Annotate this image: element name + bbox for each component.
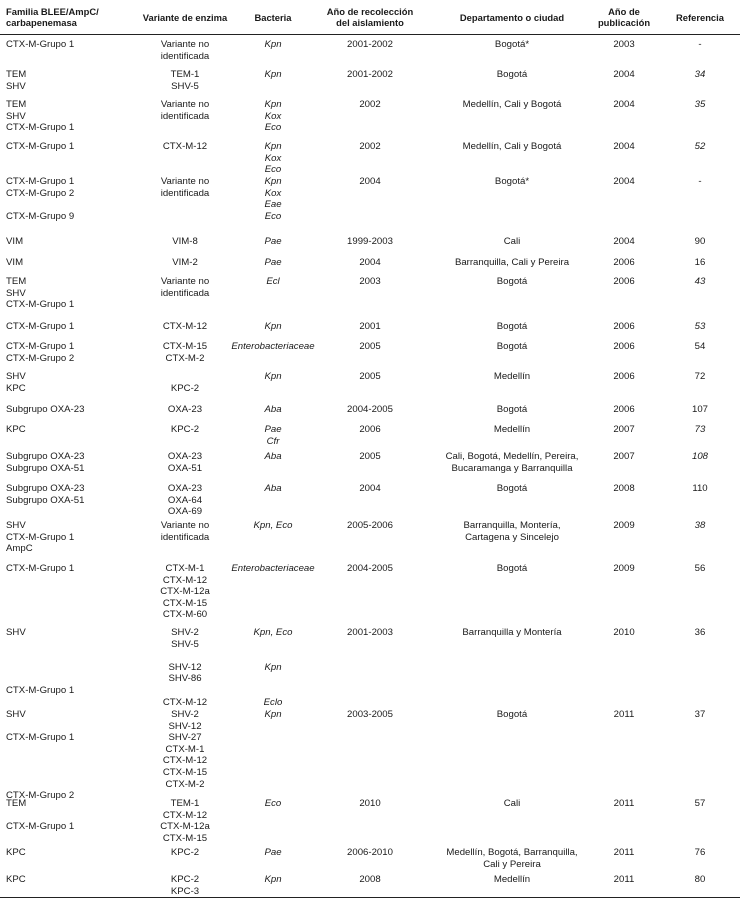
family-cell: TEM SHV CTX-M-Grupo 1 (6, 99, 75, 134)
variant-cell: Variante no identificada (160, 520, 210, 543)
family-cell: Subgrupo OXA-23 Subgrupo OXA-51 (6, 451, 85, 474)
reference-cell: 36 (694, 627, 706, 638)
reference-cell: 43 (694, 276, 706, 287)
family-cell: VIM (6, 236, 24, 247)
collection-year-cell: 2001-2002 (347, 69, 393, 80)
family-cell: KPC (6, 874, 26, 885)
city-cell: Medellín (493, 874, 531, 885)
variant-cell: Variante no identificada (160, 39, 210, 62)
header-variant: Variante de enzima (142, 11, 228, 23)
publication-year-cell: 2006 (613, 341, 635, 352)
collection-year-cell: 2001 (359, 321, 381, 332)
reference-cell: 35 (694, 99, 706, 110)
family-cell: CTX-M-Grupo 1 (6, 39, 75, 50)
publication-year-cell: 2011 (613, 847, 635, 858)
collection-year-cell: 2004 (359, 257, 381, 268)
publication-year-cell: 2007 (613, 451, 635, 462)
family-cell: VIM (6, 257, 24, 268)
reference-cell: 52 (694, 141, 706, 152)
city-cell: Medellín (493, 371, 531, 382)
publication-year-cell: 2011 (613, 874, 635, 885)
reference-cell: 34 (694, 69, 706, 80)
bacteria-cell: Pae Cfr (264, 424, 282, 447)
publication-year-cell: 2004 (613, 141, 635, 152)
city-cell: Bogotá (496, 404, 528, 415)
family-cell: SHV CTX-M-Grupo 1 CTX-M-Grupo 2 (6, 709, 75, 802)
family-cell: SHV KPC (6, 371, 26, 394)
bacteria-cell: Enterobacteriaceae (231, 563, 315, 574)
reference-cell: 54 (694, 341, 706, 352)
variant-cell: SHV-2 SHV-5 SHV-12 SHV-86 CTX-M-12 (162, 627, 208, 708)
city-cell: Barranquilla y Montería (462, 627, 562, 638)
variant-cell: CTX-M-12 (162, 321, 208, 332)
family-cell: CTX-M-Grupo 1 CTX-M-Grupo 2 (6, 341, 75, 364)
bacteria-cell: Kpn (264, 709, 282, 720)
reference-cell: 56 (694, 563, 706, 574)
bacteria-cell: Kpn Kox Eco (264, 99, 282, 134)
bacteria-cell: Kpn, Eco Kpn Eclo (253, 627, 293, 708)
collection-year-cell: 2004 (359, 176, 381, 187)
reference-cell: 76 (694, 847, 706, 858)
family-cell: TEM SHV (6, 69, 27, 92)
city-cell: Bogotá (496, 483, 528, 494)
collection-year-cell: 1999-2003 (347, 236, 393, 247)
bacteria-cell: Kpn Kox Eco (264, 141, 282, 176)
publication-year-cell: 2011 (613, 798, 635, 809)
city-cell: Bogotá* (494, 39, 530, 50)
variant-cell: Variante no identificada (160, 176, 210, 199)
variant-cell: VIM-2 (172, 257, 198, 268)
city-cell: Bogotá* (494, 176, 530, 187)
collection-year-cell: 2003 (359, 276, 381, 287)
collection-year-cell: 2004-2005 (347, 404, 393, 415)
city-cell: Cali (503, 798, 521, 809)
publication-year-cell: 2008 (613, 483, 635, 494)
reference-cell: 16 (694, 257, 706, 268)
reference-cell: 80 (694, 874, 706, 885)
variant-cell: VIM-8 (172, 236, 198, 247)
publication-year-cell: 2006 (613, 404, 635, 415)
reference-cell: 53 (694, 321, 706, 332)
family-cell: CTX-M-Grupo 1 (6, 321, 75, 332)
city-cell: Bogotá (496, 321, 528, 332)
collection-year-cell: 2002 (359, 141, 381, 152)
bacteria-cell: Kpn (264, 371, 282, 382)
bacteria-cell: Pae (264, 847, 282, 858)
bacteria-cell: Aba (264, 404, 282, 415)
city-cell: Cali, Bogotá, Medellín, Pereira, Bucaramanga y Barranquilla (445, 451, 579, 474)
header-reference: Referencia (676, 11, 724, 23)
collection-year-cell: 2005-2006 (347, 520, 393, 531)
collection-year-cell: 2004-2005 (347, 563, 393, 574)
reference-cell: 107 (691, 404, 708, 415)
publication-year-cell: 2004 (613, 176, 635, 187)
family-cell: TEM SHV CTX-M-Grupo 1 (6, 276, 75, 311)
variant-cell: Variante no identificada (160, 276, 210, 299)
variant-cell: CTX-M-12 (162, 141, 208, 152)
variant-cell: KPC-2 (170, 424, 200, 435)
reference-cell: 37 (694, 709, 706, 720)
family-cell: CTX-M-Grupo 1 (6, 563, 75, 574)
bacteria-cell: Kpn (264, 69, 282, 80)
publication-year-cell: 2011 (613, 709, 635, 720)
collection-year-cell: 2004 (359, 483, 381, 494)
family-cell: SHV CTX-M-Grupo 1 (6, 627, 75, 696)
variant-cell: KPC-2 (170, 847, 200, 858)
collection-year-cell: 2008 (359, 874, 381, 885)
variant-cell: TEM-1 CTX-M-12 CTX-M-12a CTX-M-15 (160, 798, 210, 844)
bacteria-cell: Kpn, Eco (253, 520, 293, 531)
family-cell: TEM CTX-M-Grupo 1 (6, 798, 75, 833)
variant-cell: OXA-23 OXA-51 (167, 451, 203, 474)
family-cell: CTX-M-Grupo 1 (6, 141, 75, 152)
variant-cell: TEM-1 SHV-5 (170, 69, 200, 92)
variant-cell: OXA-23 OXA-64 OXA-69 (167, 483, 203, 518)
city-cell: Cali (503, 236, 521, 247)
bacteria-cell: Kpn Kox Eae Eco (264, 176, 282, 222)
bacteria-cell: Eco (264, 798, 282, 809)
city-cell: Medellín (493, 424, 531, 435)
variant-cell: CTX-M-1 CTX-M-12 CTX-M-12a CTX-M-15 CTX-M-60 (160, 563, 210, 621)
publication-year-cell: 2006 (613, 371, 635, 382)
collection-year-cell: 2010 (359, 798, 381, 809)
reference-cell: - (698, 39, 702, 50)
collection-year-cell: 2002 (359, 99, 381, 110)
variant-cell: KPC-2 (170, 382, 200, 394)
reference-cell: 38 (694, 520, 706, 531)
collection-year-cell: 2005 (359, 341, 381, 352)
publication-year-cell: 2004 (613, 99, 635, 110)
bacteria-cell: Ecl (266, 276, 280, 287)
collection-year-cell: 2005 (359, 371, 381, 382)
publication-year-cell: 2004 (613, 236, 635, 247)
reference-cell: 73 (694, 424, 706, 435)
city-cell: Bogotá (496, 709, 528, 720)
reference-cell: 72 (694, 371, 706, 382)
bottom-rule (0, 897, 740, 898)
publication-year-cell: 2003 (613, 39, 635, 50)
publication-year-cell: 2006 (613, 257, 635, 268)
header-family: Familia BLEE/AmpC/ carbapenemasa (6, 6, 99, 28)
reference-cell: 108 (691, 451, 708, 462)
bacteria-cell: Kpn (264, 321, 282, 332)
variant-cell: OXA-23 (167, 404, 203, 415)
collection-year-cell: 2001-2003 (347, 627, 393, 638)
bacteria-cell: Aba (264, 451, 282, 462)
reference-cell: 57 (694, 798, 706, 809)
city-cell: Barranquilla, Cali y Pereira (454, 257, 570, 268)
variant-cell: KPC-2 KPC-3 (170, 874, 200, 897)
city-cell: Bogotá (496, 276, 528, 287)
variant-cell: CTX-M-15 CTX-M-2 (162, 341, 208, 364)
collection-year-cell: 2006-2010 (347, 847, 393, 858)
publication-year-cell: 2010 (613, 627, 635, 638)
family-cell: KPC (6, 424, 26, 435)
collection-year-cell: 2005 (359, 451, 381, 462)
header-collection-year: Año de recolección del aislamiento (326, 6, 414, 28)
family-cell: Subgrupo OXA-23 (6, 404, 85, 415)
bacteria-cell: Aba (264, 483, 282, 494)
header-publication-year: Año de publicación (597, 6, 651, 28)
city-cell: Medellín, Bogotá, Barranquilla, Cali y Pereira (446, 847, 578, 870)
bacteria-cell: Enterobacteriaceae (231, 341, 315, 352)
variant-cell: SHV-2 SHV-12 SHV-27 CTX-M-1 CTX-M-12 CTX-M-15 CTX-M-2 (162, 709, 208, 790)
header-bacteria: Bacteria (254, 11, 292, 23)
publication-year-cell: 2009 (613, 520, 635, 531)
variant-cell: Variante no identificada (160, 99, 210, 122)
city-cell: Medellín, Cali y Bogotá (462, 99, 562, 110)
city-cell: Barranquilla, Montería, Cartagena y Sincelejo (463, 520, 561, 543)
city-cell: Bogotá (496, 341, 528, 352)
bacteria-cell: Kpn (264, 874, 282, 885)
publication-year-cell: 2007 (613, 424, 635, 435)
publication-year-cell: 2004 (613, 69, 635, 80)
family-cell: CTX-M-Grupo 1 CTX-M-Grupo 2 CTX-M-Grupo 9 (6, 176, 75, 222)
collection-year-cell: 2003-2005 (347, 709, 393, 720)
table-header (0, 0, 740, 35)
family-cell: SHV CTX-M-Grupo 1 AmpC (6, 520, 75, 555)
bacteria-cell: Pae (264, 236, 282, 247)
family-cell: KPC (6, 847, 26, 858)
header-city: Departamento o ciudad (459, 11, 565, 23)
collection-year-cell: 2006 (359, 424, 381, 435)
reference-cell: 110 (692, 483, 708, 494)
bacteria-cell: Pae (264, 257, 282, 268)
city-cell: Bogotá (496, 69, 528, 80)
collection-year-cell: 2001-2002 (347, 39, 393, 50)
reference-cell: 90 (694, 236, 706, 247)
publication-year-cell: 2006 (613, 276, 635, 287)
bacteria-cell: Kpn (264, 39, 282, 50)
reference-cell: - (698, 176, 702, 187)
city-cell: Bogotá (496, 563, 528, 574)
publication-year-cell: 2009 (613, 563, 635, 574)
city-cell: Medellín, Cali y Bogotá (462, 141, 562, 152)
publication-year-cell: 2006 (613, 321, 635, 332)
family-cell: Subgrupo OXA-23 Subgrupo OXA-51 (6, 483, 85, 506)
